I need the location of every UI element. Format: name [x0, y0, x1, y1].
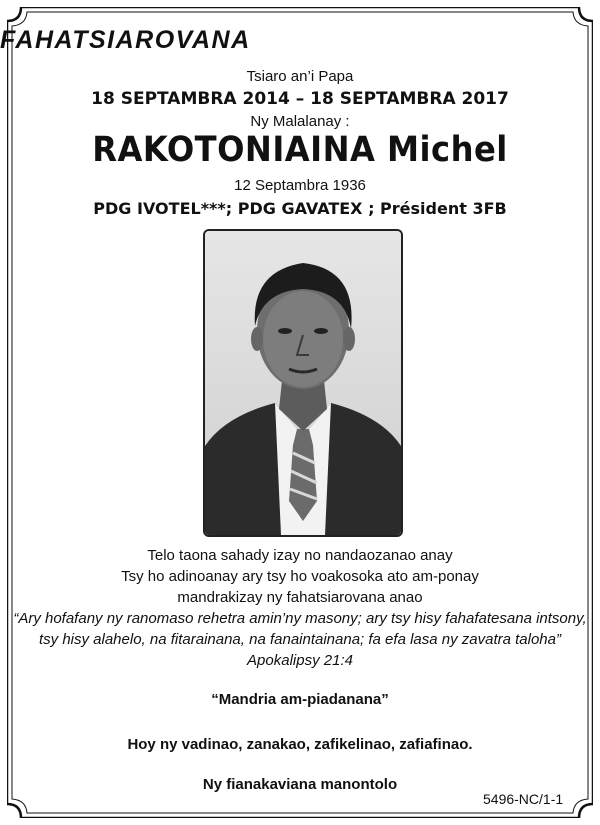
deceased-name: RAKOTONIAINA Michel [92, 130, 508, 170]
family-message: Hoy ny vadinao, zanakao, zafikelinao, zafiafinao. [127, 736, 473, 753]
relation-text: Ny Malalanay : [250, 113, 350, 130]
portrait-photo [203, 229, 403, 537]
message-line-3: mandrakizay ny fahatsiarovana anao [177, 589, 423, 606]
verse-line-1: “Ary hofafany ny ranomaso rehetra amin’ny masony; ary tsy hisy fahafatesana intsony, [13, 610, 587, 627]
closing-prayer: “Mandria am-piadanana” [211, 691, 389, 708]
publication-code: 5496-NC/1-1 [483, 791, 564, 807]
message-line-2: Tsy ho adinoanay ary tsy ho voakosoka ato am-ponay [121, 568, 479, 585]
family-signature: Ny fianakaviana manontolo [202, 776, 398, 793]
intro-text: Tsiaro an’i Papa [246, 68, 354, 85]
deceased-roles: PDG IVOTEL***; PDG GAVATEX ; Président 3FB [93, 199, 507, 218]
birth-date: 12 Septambra 1936 [234, 177, 366, 194]
verse-reference: Apokalipsy 21:4 [247, 652, 353, 669]
message-line-1: Telo taona sahady izay no nandaozanao anay [147, 547, 453, 564]
memorial-title: FAHATSIAROVANA [0, 26, 251, 54]
memorial-dates: 18 SEPTAMBRA 2014 – 18 SEPTAMBRA 2017 [91, 89, 509, 109]
verse-line-2: tsy hisy alahelo, na fitarainana, na fanaintainana; fa efa lasa ny zavatra taloha” [38, 631, 561, 648]
